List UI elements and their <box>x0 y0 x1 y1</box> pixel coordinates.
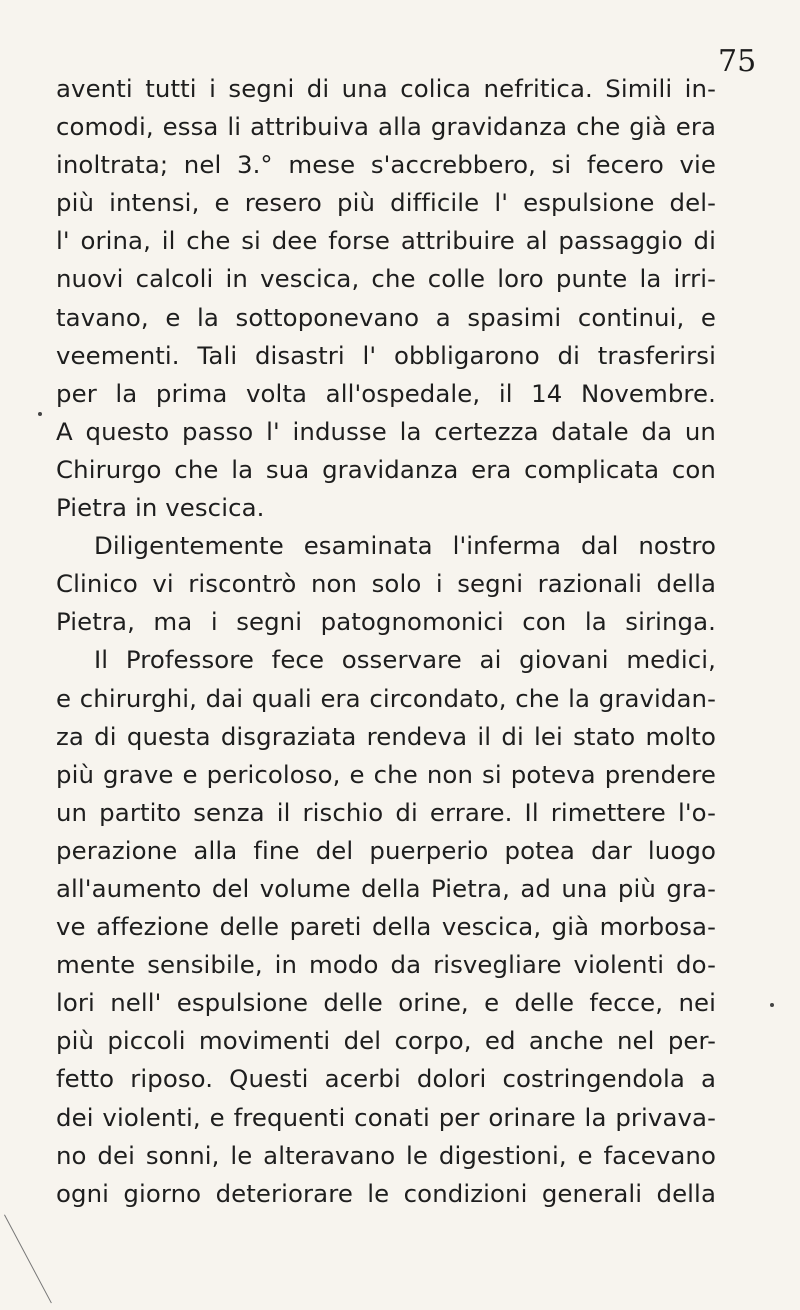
text-line: più grave e pericoloso, e che non si poteva prendere <box>56 759 716 789</box>
text-line: Pietra in vescica. <box>56 493 265 523</box>
text-line: l' orina, il che si dee forse attribuire al passaggio di <box>56 226 716 256</box>
text-line: A questo passo l' indusse la certezza datale da un <box>56 416 716 446</box>
text-line: tavano, e la sottoponevano a spasimi continui, e <box>56 302 716 332</box>
text-line: aventi tutti i segni di una colica nefritica. Simili in- <box>56 74 716 103</box>
text-line: ve affezione delle pareti della vescica, già morbosa- <box>56 912 716 942</box>
text-line: più piccoli movimenti del corpo, ed anche nel per- <box>56 1026 716 1056</box>
text-line: all'aumento del volume della Pietra, ad una più gra- <box>56 873 716 903</box>
scan-artifact-line <box>4 1215 52 1304</box>
text-line: Il Professore fece osservare ai giovani medici, <box>94 645 716 675</box>
body-text <box>56 70 716 1213</box>
text-line: per la prima volta all'ospedale, il 14 Novembre. <box>56 378 716 408</box>
text-line: dei violenti, e frequenti conati per orinare la privava- <box>56 1102 716 1132</box>
text-line: e chirurghi, dai quali era circondato, che la gravidan- <box>56 683 716 713</box>
text-line: Clinico vi riscontrò non solo i segni razionali della <box>56 569 716 599</box>
text-line: za di questa disgraziata rendeva il di lei stato molto <box>56 721 716 751</box>
text-line: più intensi, e resero più difficile l' espulsione del- <box>56 188 716 218</box>
text-line: un partito senza il rischio di errare. Il rimettere l'o- <box>56 797 716 827</box>
text-line: fetto riposo. Questi acerbi dolori costringendola a <box>56 1064 716 1094</box>
text-line: Pietra, ma i segni patognomonici con la siringa. <box>56 607 716 637</box>
text-line: comodi, essa li attribuiva alla gravidanza che già era <box>56 112 716 142</box>
scan-speck <box>770 1003 774 1007</box>
text-line: no dei sonni, le alteravano le digestioni, e facevano <box>56 1140 716 1170</box>
text-line: inoltrata; nel 3.° mese s'accrebbero, si fecero vie <box>56 150 716 180</box>
text-line: ogni giorno deteriorare le condizioni generali della <box>56 1178 716 1208</box>
text-line: veementi. Tali disastri l' obbligarono di trasferirsi <box>56 340 716 370</box>
text-line: nuovi calcoli in vescica, che colle loro punte la irri- <box>56 264 716 294</box>
text-line: lori nell' espulsione delle orine, e delle fecce, nei <box>56 988 716 1018</box>
text-line: Chirurgo che la sua gravidanza era complicata con <box>56 454 716 484</box>
page-number: 75 <box>718 44 757 79</box>
scan-speck <box>38 412 42 416</box>
text-line: perazione alla fine del puerperio potea dar luogo <box>56 835 716 865</box>
text-line: Diligentemente esaminata l'inferma dal nostro <box>94 531 716 561</box>
text-line: mente sensibile, in modo da risvegliare violenti do- <box>56 950 716 980</box>
